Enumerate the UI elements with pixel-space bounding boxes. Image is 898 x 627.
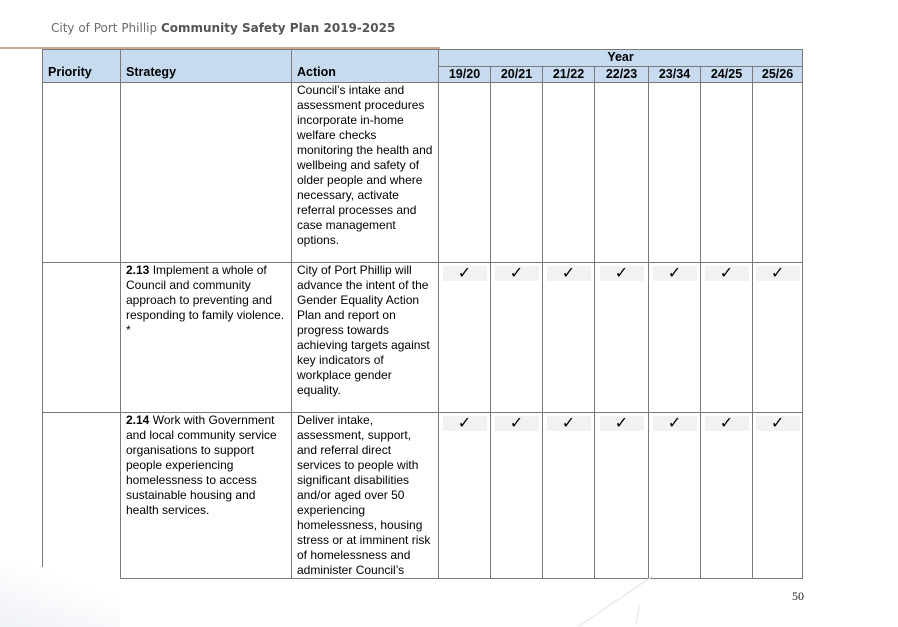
checkmark-icon: ✓ xyxy=(705,266,749,281)
year-cell xyxy=(701,263,753,413)
header-year-1920: 19/20 xyxy=(439,67,491,83)
header-row-1 xyxy=(43,50,803,67)
table-row xyxy=(43,413,803,579)
year-cell xyxy=(649,413,701,579)
header-title-bold: Community Safety Plan 2019-2025 xyxy=(160,21,396,35)
strategy-text: Implement a whole of Council and community approach to preventing and responding to family violence. * xyxy=(126,263,285,337)
document-header xyxy=(51,21,395,35)
header-year-2223: 22/23 xyxy=(595,67,649,83)
strategy-number: 2.13 xyxy=(126,263,150,277)
year-cell xyxy=(439,413,491,579)
year-cell xyxy=(753,83,803,263)
header-year-2021: 20/21 xyxy=(491,67,543,83)
checkmark-icon: ✓ xyxy=(547,266,591,281)
year-cell xyxy=(491,413,543,579)
header-year-2425: 24/25 xyxy=(701,67,753,83)
action-cell: City of Port Phillip will advance the intent of the Gender Equality Action Plan and report on progress towards achieving targets against key indicators of workplace gender equality. xyxy=(292,263,439,413)
checkmark-icon: ✓ xyxy=(705,416,749,431)
checkmark-icon: ✓ xyxy=(443,266,487,281)
priority-cell xyxy=(43,413,121,579)
safety-plan-table xyxy=(42,49,803,579)
page-number: 50 xyxy=(792,589,804,603)
decorative-line xyxy=(636,605,640,625)
action-cell: Deliver intake, assessment, support, and referral direct services to people with significant disabilities and/or aged over 50 experiencing homelessness, housing stress or at imminent risk of homelessness and administer Council’s xyxy=(292,413,439,579)
year-cell xyxy=(543,263,595,413)
header-year-2526: 25/26 xyxy=(753,67,803,83)
strategy-cell xyxy=(121,83,292,263)
strategy-cell xyxy=(121,263,292,413)
priority-cell xyxy=(43,263,121,413)
year-cell xyxy=(491,263,543,413)
year-cell xyxy=(595,413,649,579)
decorative-line xyxy=(578,576,653,627)
year-cell xyxy=(701,413,753,579)
year-cell xyxy=(753,263,803,413)
header-priority: Priority xyxy=(43,50,121,83)
strategy-text: Work with Government and local community service organisations to support people experiencing homelessness to access sustainable housing and health services. xyxy=(126,413,277,517)
year-cell xyxy=(701,83,753,263)
decorative-corner xyxy=(0,567,120,627)
table-row xyxy=(43,263,803,413)
header-year-2334: 23/34 xyxy=(649,67,701,83)
year-cell xyxy=(649,263,701,413)
year-cell xyxy=(753,413,803,579)
checkmark-icon: ✓ xyxy=(653,416,697,431)
checkmark-icon: ✓ xyxy=(600,266,644,281)
table-row xyxy=(43,83,803,263)
checkmark-icon: ✓ xyxy=(653,266,697,281)
year-cell xyxy=(543,83,595,263)
priority-cell xyxy=(43,83,121,263)
header-prefix: City of Port Phillip xyxy=(51,21,158,35)
action-cell: Council’s intake and assessment procedures incorporate in-home welfare checks monitoring the health and wellbeing and safety of older people and where necessary, activate referral processes and case management options. xyxy=(292,83,439,263)
checkmark-icon: ✓ xyxy=(495,266,539,281)
header-strategy: Strategy xyxy=(121,50,292,83)
strategy-number: 2.14 xyxy=(126,413,150,427)
header-year-group: Year xyxy=(439,50,803,67)
year-cell xyxy=(439,263,491,413)
strategy-cell xyxy=(121,413,292,579)
checkmark-icon: ✓ xyxy=(756,416,800,431)
year-cell xyxy=(491,83,543,263)
checkmark-icon: ✓ xyxy=(547,416,591,431)
checkmark-icon: ✓ xyxy=(756,266,800,281)
year-cell xyxy=(595,83,649,263)
header-action: Action xyxy=(292,50,439,83)
header-year-2122: 21/22 xyxy=(543,67,595,83)
checkmark-icon: ✓ xyxy=(495,416,539,431)
checkmark-icon: ✓ xyxy=(600,416,644,431)
year-cell xyxy=(595,263,649,413)
year-cell xyxy=(439,83,491,263)
year-cell xyxy=(543,413,595,579)
year-cell xyxy=(649,83,701,263)
checkmark-icon: ✓ xyxy=(443,416,487,431)
